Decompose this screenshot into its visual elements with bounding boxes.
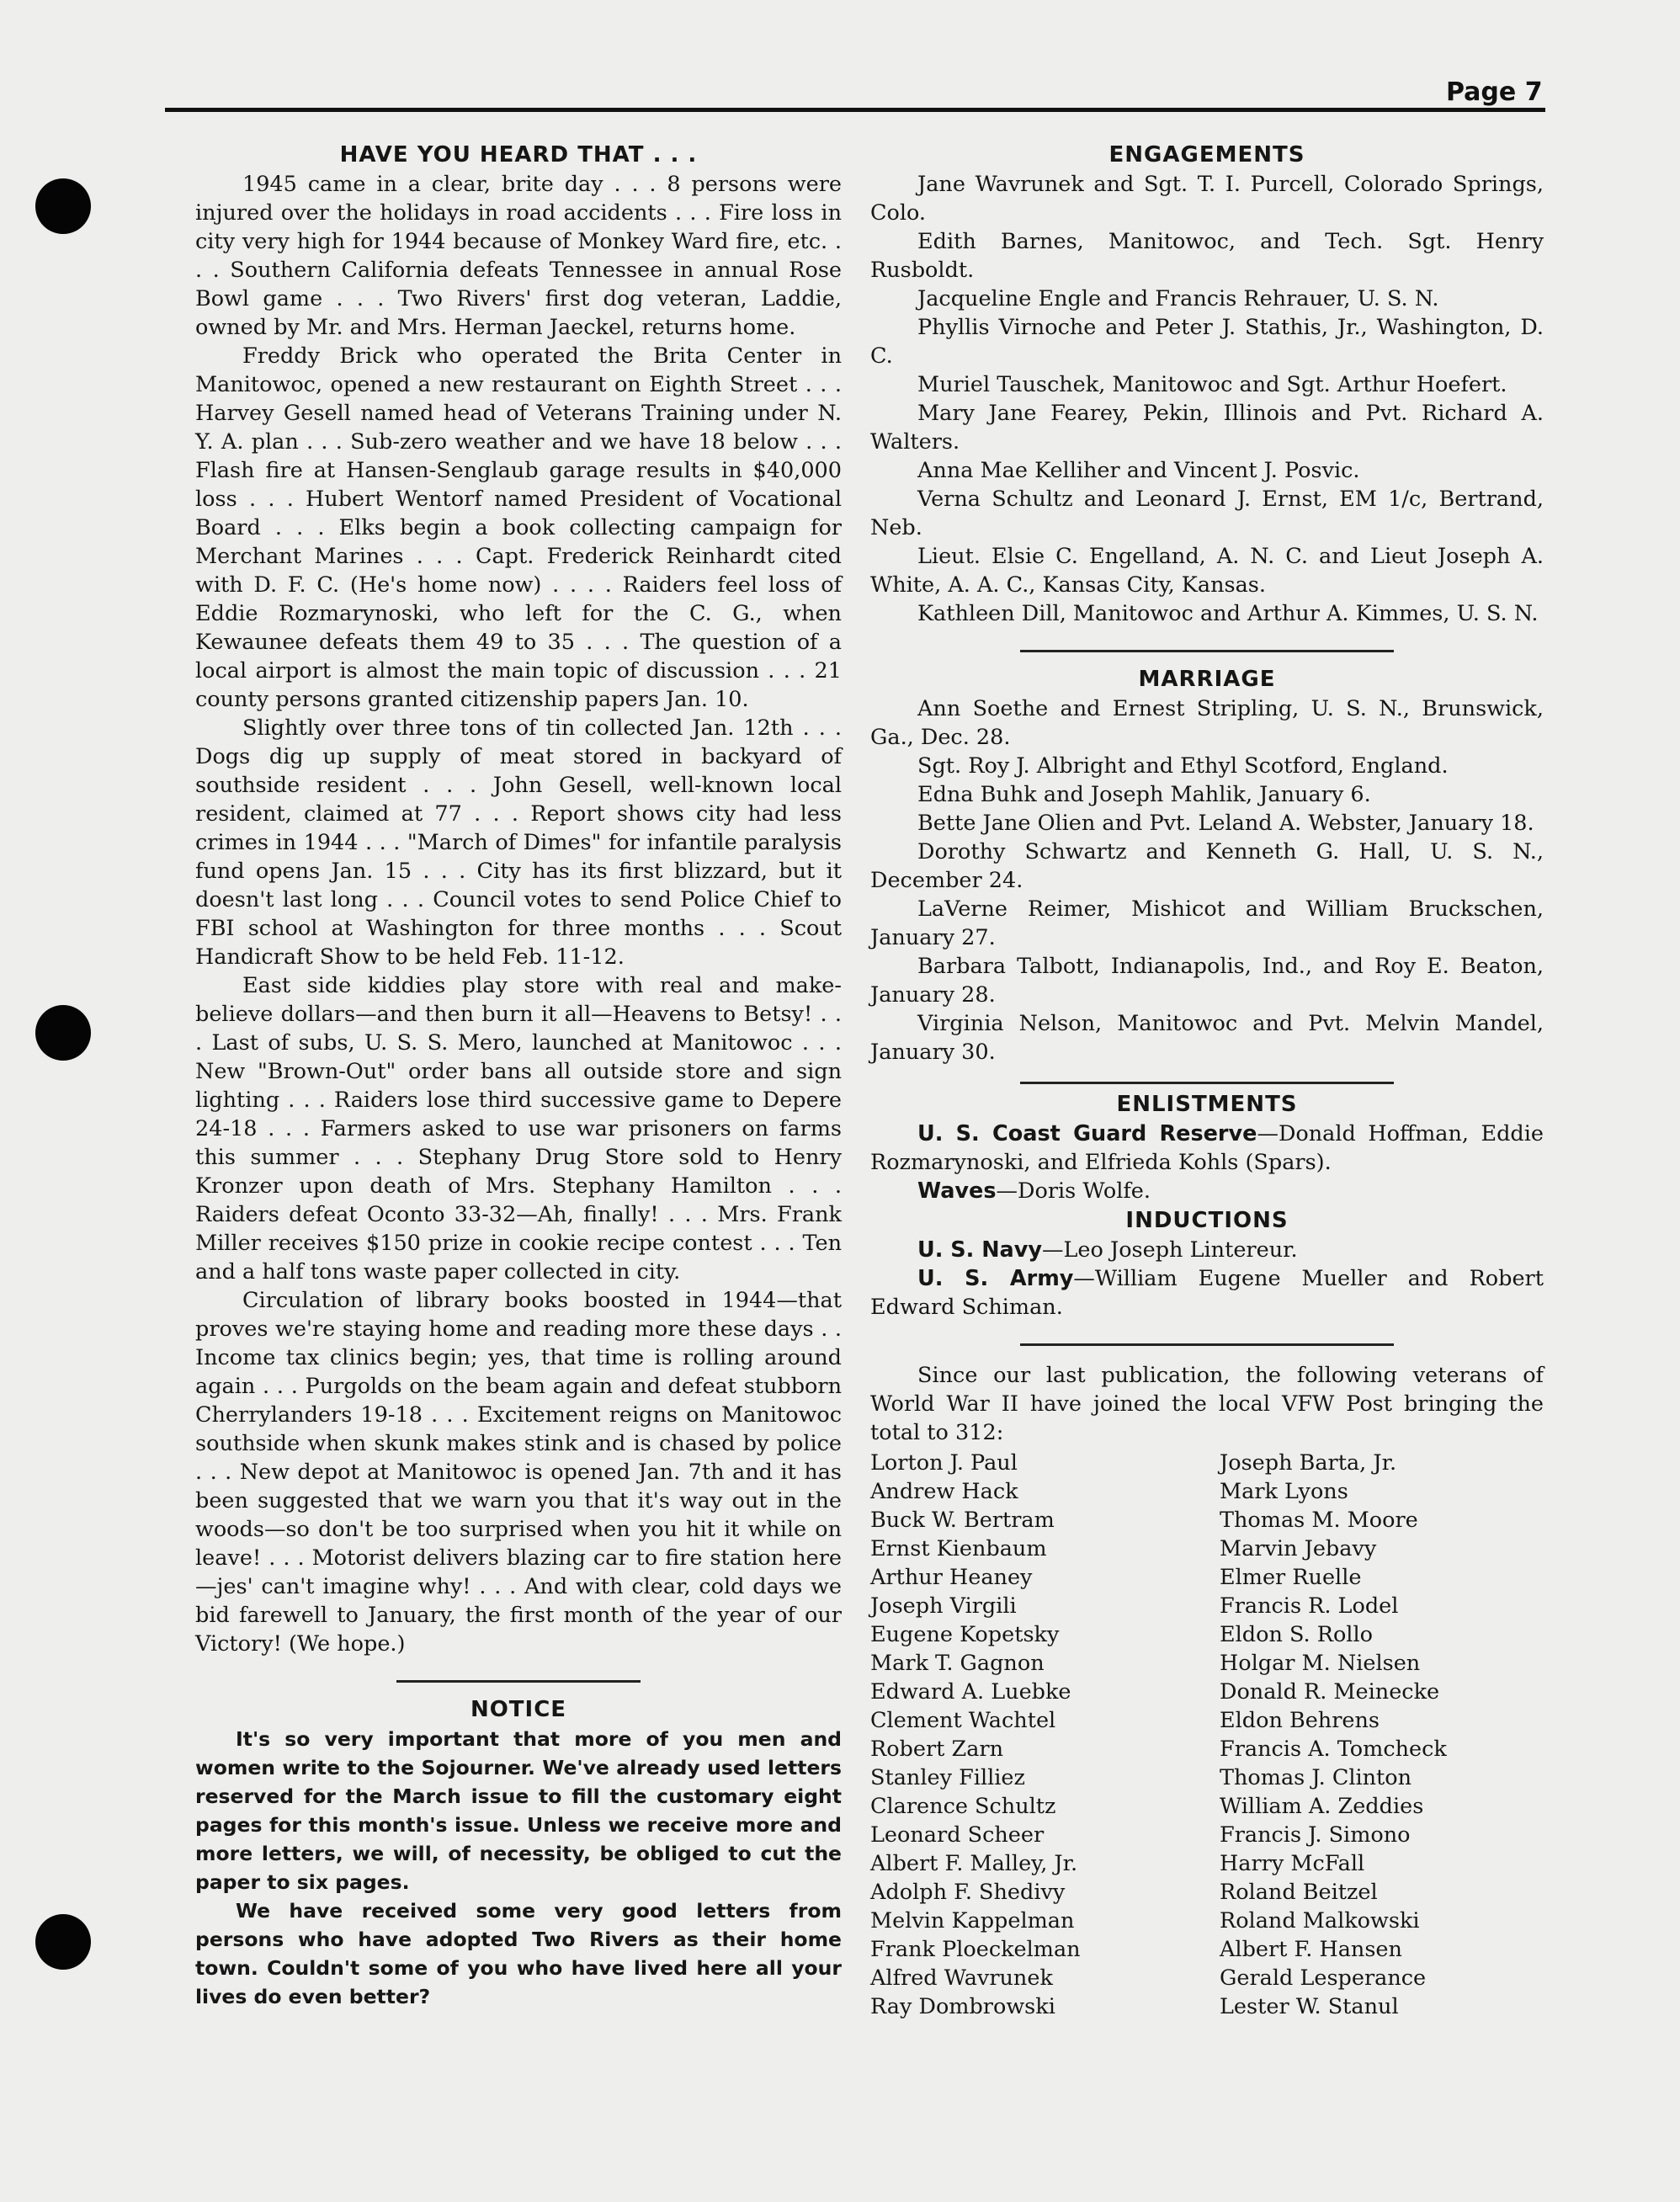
- vfw-member-name: Edward A. Luebke: [870, 1679, 1071, 1705]
- vfw-names-column-1: [870, 1449, 1194, 2021]
- vfw-member-name: Harry McFall: [1220, 1851, 1365, 1876]
- section-divider: [1020, 1082, 1394, 1084]
- vfw-member-name: Arthur Heaney: [870, 1565, 1033, 1590]
- vfw-member-name: Clarence Schultz: [870, 1794, 1056, 1819]
- notice-heading: NOTICE: [470, 1697, 567, 1722]
- vfw-member-name: Adolph F. Shedivy: [870, 1880, 1066, 1905]
- news-paragraph: East side kiddies play store with real and make-believe dollars—and then burn it all—Heavens to Betsy! . . . Last of subs, U. S. S. Mero, launched at Manitowoc . . . New "Brown-Out" order bans all outside store and sign lighting . . . Raiders lose third successive game to Depere 24-18 . . . Farmers asked to use war prisoners on farms this summer . . . Stephany Drug Store sold to Henry Kronzer upon death of Mrs. Stephany Hamilton . . . Raiders defeat Oconto 33-32—Ah, finally! . . . Mrs. Frank Miller receives $150 prize in cookie recipe contest . . . Ten and a half tons waste paper collected in city.: [195, 973, 842, 1284]
- vfw-member-name: Francis R. Lodel: [1220, 1593, 1399, 1619]
- vfw-member-name: William A. Zeddies: [1220, 1794, 1424, 1819]
- enlistments-heading: ENLISTMENTS: [1116, 1092, 1298, 1117]
- vfw-member-name: Eugene Kopetsky: [870, 1622, 1060, 1647]
- marriage-item: Virginia Nelson, Manitowoc and Pvt. Melvin Mandel, January 30.: [870, 1011, 1544, 1065]
- vfw-member-name: Thomas J. Clinton: [1220, 1765, 1412, 1790]
- page-number: Page 7: [1446, 77, 1543, 107]
- vfw-member-name: Robert Zarn: [870, 1737, 1004, 1762]
- vfw-member-name: Ray Dombrowski: [870, 1994, 1055, 2019]
- engagement-item: Mary Jane Fearey, Pekin, Illinois and Pvt. Richard A. Walters.: [870, 401, 1544, 455]
- vfw-member-name: Clement Wachtel: [870, 1708, 1056, 1733]
- vfw-member-name: Gerald Lesperance: [1220, 1965, 1427, 1991]
- vfw-member-list: [870, 1449, 1544, 2021]
- notice-paragraph: We have received some very good letters from persons who have adopted Two Rivers as their home town. Couldn't some of you who have lived here all your lives do even better?: [195, 1899, 842, 2008]
- news-paragraph: 1945 came in a clear, brite day . . . 8 persons were injured over the holidays in road accidents . . . Fire loss in city very high for 1944 because of Monkey Ward fire, etc. . . . Southern California defeats Tennessee in annual Rose Bowl game . . . Two Rivers' first dog veteran, Laddie, owned by Mr. and Mrs. Herman Jaeckel, returns home.: [195, 172, 842, 340]
- induction-branch: U. S. Navy: [917, 1237, 1042, 1263]
- induction-item: [870, 1236, 1544, 1264]
- vfw-member-name: Francis J. Simono: [1220, 1822, 1411, 1848]
- vfw-member-name: Roland Beitzel: [1220, 1880, 1378, 1905]
- induction-branch: U. S. Army: [917, 1266, 1074, 1291]
- vfw-member-name: Eldon Behrens: [1220, 1708, 1380, 1733]
- engagement-item: Anna Mae Kelliher and Vincent J. Posvic.: [917, 458, 1360, 483]
- news-paragraph: Slightly over three tons of tin collected Jan. 12th . . . Dogs dig up supply of meat stored in backyard of southside resident . . . John Gesell, well-known local resident, claimed at 77 . . . Report shows city had less crimes in 1944 . . . "March of Dimes" for infantile paralysis fund opens Jan. 15 . . . City has its first blizzard, but it doesn't last long . . . Council votes to send Police Chief to FBI school at Washington for three months . . . Scout Handicraft Show to be held Feb. 11-12.: [195, 715, 842, 970]
- vfw-member-name: Holgar M. Nielsen: [1220, 1651, 1421, 1676]
- engagement-item: Kathleen Dill, Manitowoc and Arthur A. Kimmes, U. S. N.: [917, 601, 1539, 626]
- enlistment-item: [870, 1177, 1544, 1205]
- induction-names: —William Eugene Mueller and Robert Edward Schiman.: [870, 1266, 1544, 1320]
- induction-item: [870, 1264, 1544, 1322]
- vfw-member-name: Roland Malkowski: [1220, 1908, 1420, 1933]
- inductions-heading: INDUCTIONS: [1125, 1208, 1289, 1233]
- engagement-item: Lieut. Elsie C. Engelland, A. N. C. and Lieut Joseph A. White, A. A. C., Kansas City, Kansas.: [870, 544, 1544, 598]
- vfw-member-name: Elmer Ruelle: [1220, 1565, 1362, 1590]
- engagement-item: Phyllis Virnoche and Peter J. Stathis, Jr., Washington, D. C.: [870, 315, 1544, 369]
- vfw-member-name: Andrew Hack: [870, 1479, 1018, 1504]
- vfw-member-name: Stanley Filliez: [870, 1765, 1025, 1790]
- enlistment-item: [870, 1120, 1544, 1177]
- left-column: [195, 140, 842, 2011]
- vfw-member-name: Marvin Jebavy: [1220, 1536, 1377, 1561]
- enlistment-branch: Waves: [917, 1178, 997, 1204]
- vfw-member-name: Albert F. Hansen: [1220, 1937, 1402, 1962]
- marriage-item: Dorothy Schwartz and Kenneth G. Hall, U. S. N., December 24.: [870, 839, 1544, 893]
- vfw-member-name: Leonard Scheer: [870, 1822, 1045, 1848]
- punch-hole-middle: [35, 1005, 91, 1061]
- vfw-member-name: Francis A. Tomcheck: [1220, 1737, 1447, 1762]
- vfw-member-name: Mark Lyons: [1220, 1479, 1348, 1504]
- vfw-member-name: Frank Ploeckelman: [870, 1937, 1081, 1962]
- vfw-names-column-2: [1194, 1449, 1544, 2021]
- marriage-item: Barbara Talbott, Indianapolis, Ind., and Roy E. Beaton, January 28.: [870, 954, 1544, 1008]
- marriage-item: Edna Buhk and Joseph Mahlik, January 6.: [917, 782, 1371, 807]
- vfw-member-name: Buck W. Bertram: [870, 1508, 1055, 1533]
- vfw-member-name: Melvin Kappelman: [870, 1908, 1075, 1933]
- header-rule: [165, 108, 1545, 112]
- news-paragraph: Freddy Brick who operated the Brita Center in Manitowoc, opened a new restaurant on Eighth Street . . . Harvey Gesell named head of Veterans Training under N. Y. A. plan . . . Sub-zero weather and we have 18 below . . . Flash fire at Hansen-Senglaub garage results in $40,000 loss . . . Hubert Wentorf named President of Vocational Board . . . Elks begin a book collecting campaign for Merchant Marines . . . Capt. Frederick Reinhardt cited with D. F. C. (He's home now) . . . . Raiders feel loss of Eddie Rozmarynoski, who left for the C. G., when Kewaunee defeats them 49 to 35 . . . The question of a local airport is almost the main topic of discussion . . . 21 county persons granted citizenship papers Jan. 10.: [195, 343, 842, 712]
- vfw-member-name: Mark T. Gagnon: [870, 1651, 1045, 1676]
- vfw-member-name: Eldon S. Rollo: [1220, 1622, 1373, 1647]
- vfw-member-name: Thomas M. Moore: [1220, 1508, 1418, 1533]
- vfw-intro: Since our last publication, the following veterans of World War II have joined the local VFW Post bringing the total to 312:: [870, 1363, 1544, 1445]
- marriage-heading: MARRIAGE: [1138, 667, 1276, 692]
- punch-hole-top: [35, 178, 91, 234]
- section-divider: [396, 1680, 641, 1683]
- vfw-member-name: Alfred Wavrunek: [870, 1965, 1053, 1991]
- marriage-item: Sgt. Roy J. Albright and Ethyl Scotford, England.: [917, 753, 1449, 779]
- section-divider: [1020, 1343, 1394, 1346]
- vfw-member-name: Joseph Barta, Jr.: [1220, 1450, 1397, 1476]
- enlistment-names: —Doris Wolfe.: [996, 1178, 1151, 1204]
- vfw-member-name: Joseph Virgili: [870, 1593, 1017, 1619]
- vfw-member-name: Ernst Kienbaum: [870, 1536, 1047, 1561]
- induction-names: —Leo Joseph Lintereur.: [1042, 1237, 1298, 1263]
- notice-paragraph: It's so very important that more of you men and women write to the Sojourner. We've already used letters reserved for the March issue to fill the customary eight pages for this month's issue. Unless we receive more and more letters, we will, of necessity, be obliged to cut the paper to six pages.: [195, 1727, 842, 1894]
- enlistment-branch: U. S. Coast Guard Reserve: [917, 1121, 1257, 1146]
- marriage-item: Ann Soethe and Ernest Stripling, U. S. N., Brunswick, Ga., Dec. 28.: [870, 696, 1544, 750]
- news-paragraph: Circulation of library books boosted in 1944—that proves we're staying home and reading more these days . . Income tax clinics begin; yes, that time is rolling around again . . . Purgolds on the beam again and defeat stubborn Cherrylanders 19-18 . . . Excitement reigns on Manitowoc southside when skunk makes stink and is chased by police . . . New depot at Manitowoc is opened Jan. 7th and it has been suggested that we warn you that it's way out in the woods—so don't be too surprised when you hit it while on leave! . . . Motorist delivers blazing car to fire station here—jes' can't imagine why! . . . And with clear, cold days we bid farewell to January, the first month of the year of our Victory! (We hope.): [195, 1288, 842, 1657]
- vfw-member-name: Lorton J. Paul: [870, 1450, 1018, 1476]
- vfw-member-name: Donald R. Meinecke: [1220, 1679, 1440, 1705]
- marriage-item: LaVerne Reimer, Mishicot and William Bruckschen, January 27.: [870, 896, 1544, 950]
- vfw-member-name: Albert F. Malley, Jr.: [870, 1851, 1078, 1876]
- engagement-item: Jane Wavrunek and Sgt. T. I. Purcell, Colorado Springs, Colo.: [870, 172, 1544, 226]
- marriage-item: Bette Jane Olien and Pvt. Leland A. Webster, January 18.: [917, 811, 1534, 836]
- engagement-item: Edith Barnes, Manitowoc, and Tech. Sgt. Henry Rusboldt.: [870, 229, 1544, 283]
- right-column: [870, 140, 1544, 2021]
- enlistment-names: —Donald Hoffman, Eddie Rozmarynoski, and Elfrieda Kohls (Spars).: [870, 1121, 1544, 1175]
- have-you-heard-heading: HAVE YOU HEARD THAT . . .: [339, 142, 698, 168]
- engagements-heading: ENGAGEMENTS: [1108, 142, 1305, 168]
- engagement-item: Jacqueline Engle and Francis Rehrauer, U. S. N.: [917, 286, 1439, 311]
- vfw-member-name: Lester W. Stanul: [1220, 1994, 1399, 2019]
- punch-hole-bottom: [35, 1914, 91, 1970]
- engagement-item: Muriel Tauschek, Manitowoc and Sgt. Arthur Hoefert.: [917, 372, 1507, 397]
- engagement-item: Verna Schultz and Leonard J. Ernst, EM 1/c, Bertrand, Neb.: [870, 487, 1544, 540]
- section-divider: [1020, 650, 1394, 652]
